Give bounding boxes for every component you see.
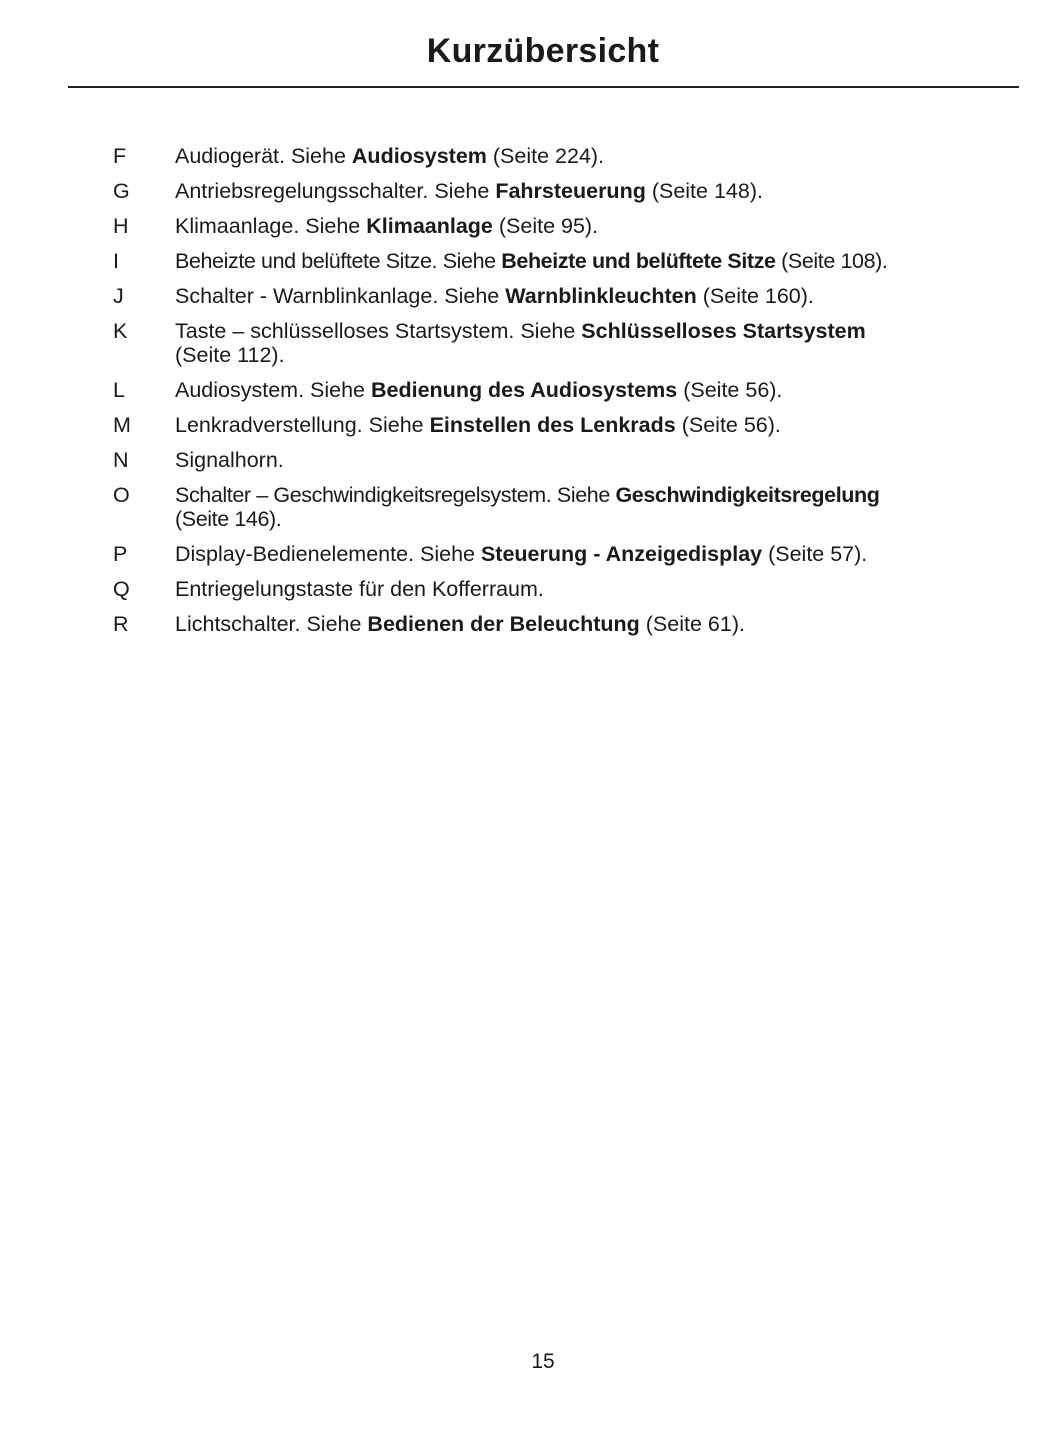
item-letter: F bbox=[113, 144, 127, 168]
item-letter: G bbox=[113, 179, 130, 203]
item-text: Display-Bedienelemente. Siehe bbox=[175, 542, 481, 566]
list-item-f bbox=[0, 144, 1056, 168]
list-item-h bbox=[0, 214, 1056, 238]
item-text: Beheizte und belüftete Sitze. Siehe bbox=[175, 249, 502, 273]
list-item-q bbox=[0, 577, 1056, 601]
cross-reference-link[interactable]: Einstellen des Lenkrads bbox=[429, 413, 676, 437]
page-reference: (Seite 61). bbox=[639, 612, 745, 636]
item-text: Audiosystem. Siehe bbox=[175, 378, 371, 402]
page-reference: (Seite 57). bbox=[762, 542, 868, 566]
item-text: Entriegelungstaste für den Kofferraum. bbox=[175, 577, 544, 601]
list-item-g bbox=[0, 179, 1056, 203]
page-title: Kurzübersicht bbox=[426, 32, 660, 70]
item-letter: I bbox=[113, 249, 119, 273]
page-reference: (Seite 56). bbox=[677, 378, 783, 402]
list-item-i bbox=[0, 249, 1056, 273]
item-text: Signalhorn. bbox=[175, 448, 284, 472]
item-text: Audiogerät. Siehe bbox=[175, 144, 352, 168]
cross-reference-link[interactable]: Fahrsteuerung bbox=[495, 179, 646, 203]
header-divider bbox=[68, 86, 1019, 88]
page-reference: (Seite 108). bbox=[775, 249, 888, 273]
item-letter: H bbox=[113, 214, 129, 238]
page-number: 15 bbox=[531, 1350, 555, 1373]
cross-reference-link[interactable]: Schlüsselloses Startsystem bbox=[581, 319, 866, 343]
list-item-o bbox=[0, 483, 1056, 531]
cross-reference-link[interactable]: Bedienung des Audiosystems bbox=[371, 378, 678, 402]
cross-reference-link[interactable]: Bedienen der Beleuchtung bbox=[367, 612, 640, 636]
item-letter: O bbox=[113, 483, 130, 507]
item-letter: Q bbox=[113, 577, 130, 601]
list-item-k bbox=[0, 319, 1056, 367]
cross-reference-link[interactable]: Warnblinkleuchten bbox=[505, 284, 697, 308]
item-letter: R bbox=[113, 612, 129, 636]
page-reference: (Seite 56). bbox=[675, 413, 781, 437]
page-reference: (Seite 224). bbox=[486, 144, 605, 168]
item-letter: P bbox=[113, 542, 128, 566]
page-reference: (Seite 148). bbox=[645, 179, 763, 203]
page-reference: (Seite 160). bbox=[696, 284, 814, 308]
cross-reference-link[interactable]: Audiosystem bbox=[351, 144, 487, 168]
list-item-n bbox=[0, 448, 1056, 472]
cross-reference-link[interactable]: Steuerung - Anzeigedisplay bbox=[480, 542, 763, 566]
item-text: Lichtschalter. Siehe bbox=[175, 612, 368, 636]
cross-reference-link[interactable]: Beheizte und belüftete Sitze bbox=[501, 249, 776, 273]
page-reference: (Seite 112). bbox=[175, 343, 285, 367]
legend-list bbox=[0, 144, 1056, 647]
item-text: Antriebsregelungsschalter. Siehe bbox=[175, 179, 496, 203]
list-item-l bbox=[0, 378, 1056, 402]
item-letter: K bbox=[113, 319, 128, 343]
cross-reference-link[interactable]: Geschwindigkeitsregelung bbox=[615, 483, 880, 507]
cross-reference-link[interactable]: Klimaanlage bbox=[366, 214, 493, 238]
list-item-p bbox=[0, 542, 1056, 566]
item-text: Taste – schlüsselloses Startsystem. Siehe bbox=[175, 319, 582, 343]
page-reference: (Seite 95). bbox=[492, 214, 599, 238]
item-letter: N bbox=[113, 448, 129, 472]
item-text: Klimaanlage. Siehe bbox=[175, 214, 367, 238]
item-letter: L bbox=[113, 378, 125, 402]
list-item-m bbox=[0, 413, 1056, 437]
page-reference: (Seite 146). bbox=[175, 507, 282, 531]
list-item-r bbox=[0, 612, 1056, 636]
item-text: Lenkradverstellung. Siehe bbox=[175, 413, 430, 437]
item-text: Schalter - Warnblinkanlage. Siehe bbox=[175, 284, 506, 308]
list-item-j bbox=[0, 284, 1056, 308]
item-text: Schalter – Geschwindigkeitsregelsystem. Siehe bbox=[175, 483, 616, 507]
item-letter: J bbox=[113, 284, 124, 308]
item-letter: M bbox=[113, 413, 131, 437]
